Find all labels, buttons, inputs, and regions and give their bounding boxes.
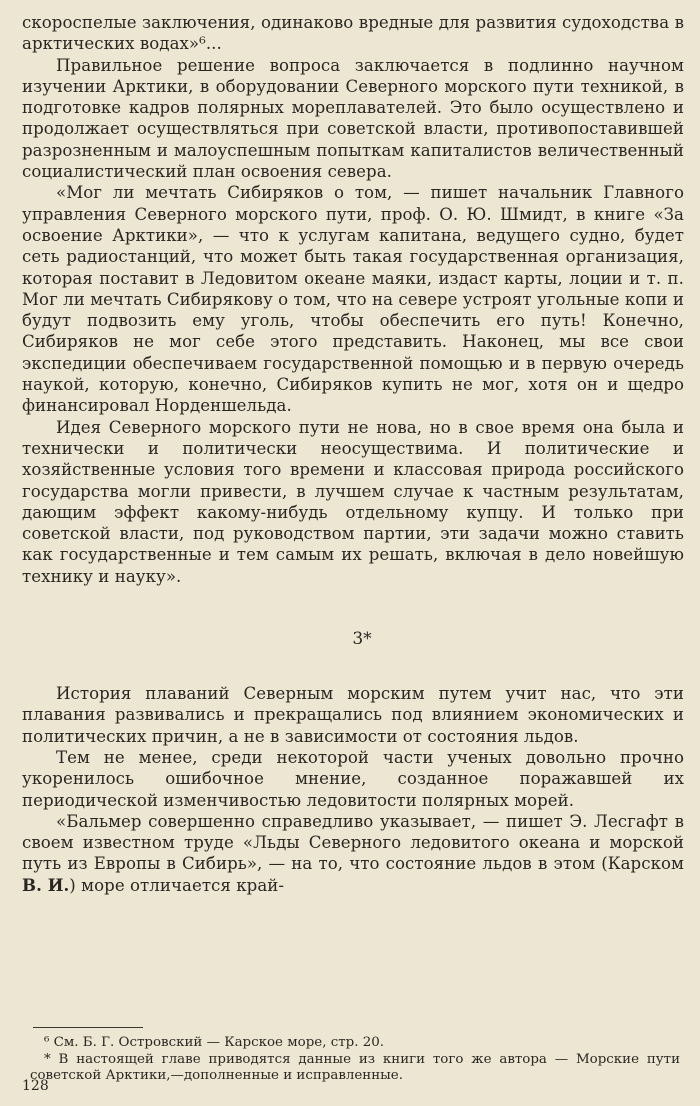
footnote: * В настоящей главе приводятся данные из книги того же автора — Морские пути советской Арктики,—дополненные и исправленные. [30,1051,680,1084]
paragraph: История плаваний Северным морским путем учит нас, что эти плавания развивались и прекращались под влиянием экономических и политических причин, а не в зависимости от состояния льдов. [22,684,684,746]
quote-text: «Бальмер совершенно справедливо указывает, — пишет Э. Лесгафт в своем известном труде «Льды Северного ледовитого океана и морской путь из Европы в Сибирь», — на то, что состояние льдов в этом (Карском [22,811,684,874]
quote-text-end: ) море отличается край- [69,875,285,895]
page-number: 128 [22,1078,49,1094]
footnotes [30,1035,680,1085]
paragraph-continuation: скороспелые заключения, одинаково вредные для развития судоходства в арктических водах»⁶... [22,13,684,54]
paragraph-quote: «Мог ли мечтать Сибиряков о том, — пишет начальник Главного управления Северного морского пути, проф. О. Ю. Шмидт, в книге «За освоение Арктики», — что к услугам капитана, ведущего судно, будет сеть радиостанций, что может быть такая государственная организация, которая поставит в Ледовитом океане маяки, издаст карты, лоции и т. п. Мог ли мечтать Сибирякову о том, что на севере устроят угольные копи и будут подвозить ему уголь, чтобы обеспечить его путь! Конечно, Сибиряков не мог себе этого представить. Наконец, мы все свои экспедиции обеспечиваем государственной помощью и в первую очередь наукой, которую, конечно, Сибиряков купить не мог, хотя он и щедро финансировал Норденшельда. [22,183,684,416]
paragraph: Идея Северного морского пути не нова, но в свое время она была и технически и политически неосуществима. И политические и хозяйственные условия того времени и классовая природа российского государства могли привести, в лучшем случае к частным результатам, дающим эффект какому-нибудь отдельному купцу. И только при советской власти, под руководством партии, эти задачи можно ставить как государственные и тем самым их решать, включая в дело новейшую технику и науку». [22,417,684,586]
paragraph-quote [22,811,684,896]
paragraph: Тем не менее, среди некоторой части ученых довольно прочно укоренилось ошибочное мнение, созданное поражавшей их периодической изменчивостью ледовитости полярных морей. [22,747,684,810]
editor-initials: В. И. [22,874,70,895]
page-body [22,12,684,896]
footnote: ⁶ См. Б. Г. Островский — Карское море, стр. 20. [44,1035,385,1050]
section-number: 3* [352,629,372,650]
footnote-divider [33,1027,143,1028]
paragraph: Правильное решение вопроса заключается в подлинно научном изучении Арктики, в оборудовании Северного морского пути техникой, в подготовке кадров полярных мореплавателей. Это было осуществлено и продолжает осуществляться при советской власти, противопоставившей разрозненным и малоуспешным попыткам капиталистов величественный социалистический план освоения севера. [22,55,684,182]
